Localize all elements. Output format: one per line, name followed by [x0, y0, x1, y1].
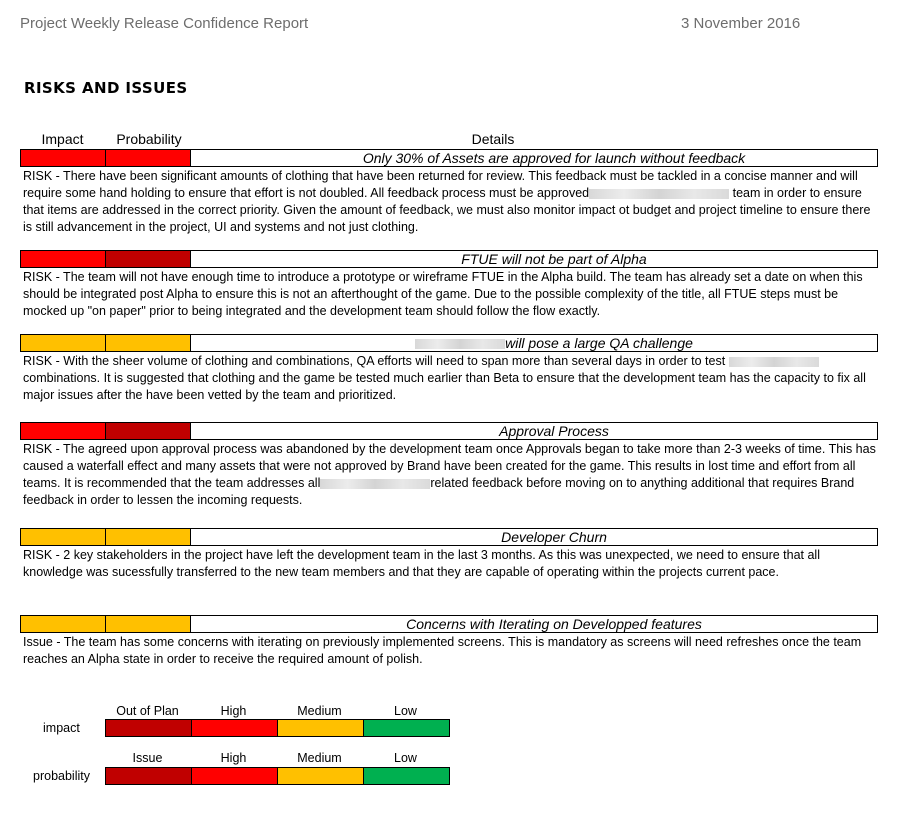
risk-title: Approval Process: [499, 423, 609, 439]
risk-title: Only 30% of Assets are approved for launch without feedback: [362, 150, 746, 166]
risk-description: RISK - The agreed upon approval process was abandoned by the development team once Approvals began to take more than 2-3 weeks of time. This has caused a waterfall effect and many assets that were not approved by Brand have been created for the game. This results in lost time and effort from all teams. It is recommended that the team addresses all related feedback before moving on to anything additional that requires Brand feedback in order to lessen the incoming requests.: [23, 442, 876, 507]
probability-cell: [106, 251, 191, 267]
legend-impact-medium: Medium: [297, 704, 342, 718]
risk-item: [20, 422, 878, 509]
column-header-details: Details: [471, 131, 515, 147]
risk-title: Concerns with Iterating on Developped features: [406, 616, 702, 632]
report-date: 3 November 2016: [681, 15, 801, 32]
legend-probability-high: High: [220, 751, 247, 765]
legend-swatch-out-of-plan: [106, 720, 192, 736]
risk-bar: [20, 149, 878, 167]
risk-item: [20, 528, 878, 581]
legend-swatch-low: [364, 720, 449, 736]
probability-cell: [106, 529, 191, 545]
risk-title: FTUE will not be part of Alpha: [461, 251, 647, 267]
legend-probability-issue: Issue: [132, 751, 163, 765]
risk-bar: [20, 250, 878, 268]
impact-cell: [21, 335, 106, 351]
risk-title: Developer Churn: [501, 529, 607, 545]
impact-cell: [21, 251, 106, 267]
risk-item: [20, 334, 878, 404]
legend-impact-out-of-plan: Out of Plan: [116, 704, 179, 718]
impact-cell: [21, 529, 106, 545]
legend-probability-low: Low: [394, 751, 417, 765]
risk-bar: [20, 422, 878, 440]
legend-impact-low: Low: [394, 704, 417, 718]
probability-cell: [106, 150, 191, 166]
report-title: Project Weekly Release Confidence Report: [20, 15, 309, 32]
risk-title: will pose a large QA challenge: [191, 335, 877, 351]
risk-bar: [20, 334, 878, 352]
legend-impact-high: High: [220, 704, 247, 718]
risk-item: [20, 250, 878, 320]
probability-cell: [106, 335, 191, 351]
legend-swatch-issue: [106, 768, 192, 784]
impact-cell: [21, 616, 106, 632]
redacted-text: [589, 189, 729, 199]
legend-impact-bar: [105, 719, 450, 737]
risk-bar: [20, 528, 878, 546]
risk-description: RISK - The team will not have enough time to introduce a prototype or wireframe FTUE in the Alpha build. The team has already set a date on when this should be integrated post Alpha to ensure this is not an afterthought of the game. Due to the possible complexity of the title, all FTUE steps must be mocked up "on paper" prior to being integrated and the development team should follow the flow exactly.: [23, 270, 863, 318]
risk-description: RISK - 2 key stakeholders in the project have left the development team in the last 3 months. As this was unexpected, we need to ensure that all knowledge was sucessfully transferred to the new team members and that they are capable of operating within the projects current pace.: [23, 548, 820, 579]
legend-swatch-low: [364, 768, 449, 784]
column-header-impact: Impact: [41, 131, 84, 147]
redacted-text: [320, 479, 430, 489]
risk-description: RISK - There have been significant amounts of clothing that have been returned for review. This feedback must be tackled in a concise manner and will require some hand holding to ensure that effort is not doubled. All feedback process must be approved team in order to ensure that items are addressed in the correct priority. Given the amount of feedback, we must also monitor impact ot budget and project timeline to ensure there is still advancement in the project, UI and systems and not just clothing.: [23, 169, 871, 234]
impact-cell: [21, 150, 106, 166]
legend-swatch-high: [192, 768, 278, 784]
legend-swatch-medium: [278, 720, 364, 736]
risk-item: [20, 615, 878, 668]
probability-cell: [106, 423, 191, 439]
redacted-text: [729, 357, 819, 367]
legend-probability-medium: Medium: [297, 751, 342, 765]
risk-item: [20, 149, 878, 236]
impact-cell: [21, 423, 106, 439]
legend-probability-label: probability: [33, 769, 90, 783]
risk-bar: [20, 615, 878, 633]
legend-probability-bar: [105, 767, 450, 785]
risk-description: Issue - The team has some concerns with iterating on previously implemented screens. This is mandatory as screens will need refreshes once the team reaches an Alpha state in order to receive the required amount of polish.: [23, 635, 862, 666]
legend-swatch-medium: [278, 768, 364, 784]
legend-impact-label: impact: [43, 721, 80, 735]
legend-swatch-high: [192, 720, 278, 736]
risk-description: RISK - With the sheer volume of clothing and combinations, QA efforts will need to span more than several days in order to test combinations. It is suggested that clothing and the game be tested much earlier than Beta to ensure that the development team has the capacity to fix all major issues after the have been vetted by the team and prioritized.: [23, 354, 866, 402]
column-header-probability: Probability: [116, 131, 182, 147]
section-title: RISKS AND ISSUES: [24, 79, 188, 97]
probability-cell: [106, 616, 191, 632]
redacted-text: [415, 339, 505, 349]
